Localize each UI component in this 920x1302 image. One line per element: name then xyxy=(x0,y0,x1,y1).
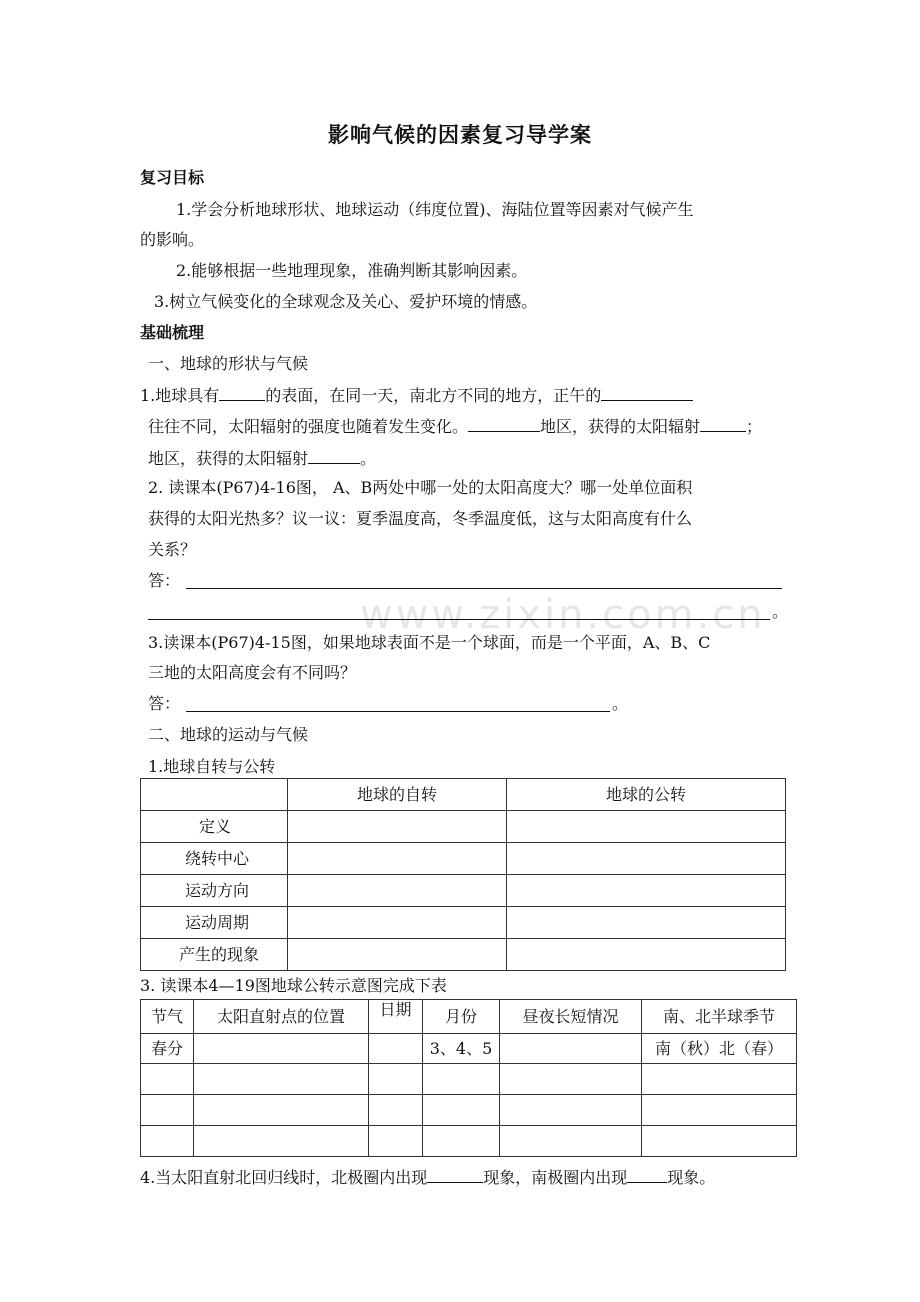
table-cell[interactable] xyxy=(507,843,786,875)
cell-season: 南（秋）北（春） xyxy=(642,1034,797,1064)
table-cell[interactable] xyxy=(500,1126,642,1157)
question-1-line2 xyxy=(148,415,762,438)
table-cell[interactable] xyxy=(507,811,786,843)
goal-1-line1: 1.学会分析地球形状、地球运动（纬度位置)、海陆位置等因素对气候产生 xyxy=(176,200,694,219)
table-cell[interactable] xyxy=(288,843,507,875)
table-cell[interactable] xyxy=(141,1064,194,1095)
table-cell[interactable] xyxy=(288,811,507,843)
table-row xyxy=(141,939,786,971)
header-day-night: 昼夜长短情况 xyxy=(500,1000,642,1034)
table-row xyxy=(141,875,786,907)
solar-terms-table xyxy=(140,999,797,1157)
q1-blank-2[interactable] xyxy=(601,384,693,401)
answer-label-2: 答： xyxy=(148,694,181,713)
header-direct-point: 太阳直射点的位置 xyxy=(194,1000,369,1034)
table-cell[interactable] xyxy=(194,1095,369,1126)
question-2-line3: 关系？ xyxy=(148,540,197,559)
goal-3: 3.树立气候变化的全球观念及关心、爱护环境的情感。 xyxy=(154,292,538,311)
table-row xyxy=(141,811,786,843)
table-row xyxy=(141,1126,797,1157)
table-cell[interactable] xyxy=(194,1034,369,1064)
q1-blank-4[interactable] xyxy=(700,415,746,432)
header-date: 日期 xyxy=(369,1000,423,1034)
table1-header-blank xyxy=(141,779,288,811)
row-label-definition: 定义 xyxy=(141,811,288,843)
header-solar-term: 节气 xyxy=(141,1000,194,1034)
table-cell[interactable] xyxy=(423,1126,500,1157)
row-label-period: 运动周期 xyxy=(141,907,288,939)
question-1-line3 xyxy=(148,447,376,470)
row-label-center: 绕转中心 xyxy=(141,843,288,875)
answer-line-2[interactable] xyxy=(148,619,770,620)
q4-blank-1[interactable] xyxy=(427,1166,483,1183)
q1-text-e: ； xyxy=(746,417,763,436)
question-2-line2: 获得的太阳光热多？议一议：夏季温度高，冬季温度低，这与太阳高度有什么 xyxy=(148,509,693,528)
header-season: 南、北半球季节 xyxy=(642,1000,797,1034)
goals-heading: 复习目标 xyxy=(140,168,205,187)
table-cell[interactable] xyxy=(507,875,786,907)
table-cell[interactable] xyxy=(642,1095,797,1126)
rotation-revolution-table xyxy=(140,778,786,971)
table-cell[interactable] xyxy=(507,907,786,939)
q4-text-c: 现象。 xyxy=(667,1168,716,1187)
table-cell[interactable] xyxy=(288,875,507,907)
table1-header-rotation: 地球的自转 xyxy=(288,779,507,811)
table-cell[interactable] xyxy=(194,1064,369,1095)
page-title: 影响气候的因素复习导学案 xyxy=(328,122,592,147)
table-cell[interactable] xyxy=(423,1095,500,1126)
question-2-line1: 2. 读课本(P67)4-16图， A、B两处中哪一处的太阳高度大？哪一处单位面积 xyxy=(148,478,693,497)
table2-header-row xyxy=(141,1000,797,1034)
q4-text-a: 4.当太阳直射北回归线时，北极圈内出现 xyxy=(140,1168,428,1187)
table1-header-row xyxy=(141,779,786,811)
question-1-line1 xyxy=(140,384,693,407)
basics-heading: 基础梳理 xyxy=(140,323,205,342)
table-row xyxy=(141,1034,797,1064)
row-label-direction: 运动方向 xyxy=(141,875,288,907)
table-cell[interactable] xyxy=(642,1126,797,1157)
question-3-line2: 三地的太阳高度会有不同吗？ xyxy=(148,663,357,682)
subsection-1-heading: 1.地球自转与公转 xyxy=(148,757,276,776)
table-cell[interactable] xyxy=(500,1064,642,1095)
table-cell[interactable] xyxy=(507,939,786,971)
table-cell[interactable] xyxy=(141,1095,194,1126)
table-cell[interactable] xyxy=(288,939,507,971)
question-4 xyxy=(140,1166,715,1189)
q1-blank-3[interactable] xyxy=(468,415,540,432)
section-2-heading: 二、地球的运动与气候 xyxy=(148,725,309,744)
table-cell[interactable] xyxy=(369,1095,423,1126)
table-cell[interactable] xyxy=(423,1064,500,1095)
answer-period-2: 。 xyxy=(612,694,629,713)
q4-blank-2[interactable] xyxy=(627,1166,667,1183)
goal-1-line2: 的影响。 xyxy=(140,230,205,249)
section-1-heading: 一、地球的形状与气候 xyxy=(148,354,309,373)
table-cell[interactable] xyxy=(369,1034,423,1064)
q4-text-b: 现象，南极圈内出现 xyxy=(483,1168,628,1187)
q1-blank-5[interactable] xyxy=(308,447,360,464)
cell-months: 3、4、5 xyxy=(423,1034,500,1064)
table-cell[interactable] xyxy=(288,907,507,939)
goal-2: 2.能够根据一些地理现象，准确判断其影响因素。 xyxy=(176,261,528,280)
table-cell[interactable] xyxy=(369,1064,423,1095)
answer-label-1: 答： xyxy=(148,571,181,590)
table1-header-revolution: 地球的公转 xyxy=(507,779,786,811)
answer-period-1: 。 xyxy=(772,602,789,621)
q1-text-d: 地区，获得的太阳辐射 xyxy=(540,417,701,436)
header-month: 月份 xyxy=(423,1000,500,1034)
q1-text-c: 往往不同，太阳辐射的强度也随着发生变化。 xyxy=(148,417,469,436)
table-row xyxy=(141,843,786,875)
table-cell[interactable] xyxy=(642,1064,797,1095)
question-3-line1: 3.读课本(P67)4-15图，如果地球表面不是一个球面，而是一个平面，A、B、C xyxy=(148,633,711,652)
table-row xyxy=(141,1095,797,1126)
table-row xyxy=(141,1064,797,1095)
q1-text-a: 1.地球具有 xyxy=(140,386,220,405)
row-label-phenomena: 产生的现象 xyxy=(141,939,288,971)
table-cell[interactable] xyxy=(500,1095,642,1126)
q1-text-f: 地区，获得的太阳辐射 xyxy=(148,449,309,468)
table-row xyxy=(141,907,786,939)
q1-text-g: 。 xyxy=(360,449,377,468)
answer-line-3[interactable] xyxy=(186,711,610,712)
table-cell[interactable] xyxy=(141,1126,194,1157)
q1-blank-1[interactable] xyxy=(219,384,265,401)
question-3b: 3. 读课本4—19图地球公转示意图完成下表 xyxy=(140,976,447,995)
table-cell[interactable] xyxy=(194,1126,369,1157)
table-cell[interactable] xyxy=(369,1126,423,1157)
q1-text-b: 的表面，在同一天，南北方不同的地方，正午的 xyxy=(265,386,602,405)
table-cell[interactable] xyxy=(500,1034,642,1064)
watermark: www.zixin.com.cn xyxy=(360,592,766,638)
cell-spring-equinox: 春分 xyxy=(141,1034,194,1064)
answer-line-1[interactable] xyxy=(186,588,782,589)
